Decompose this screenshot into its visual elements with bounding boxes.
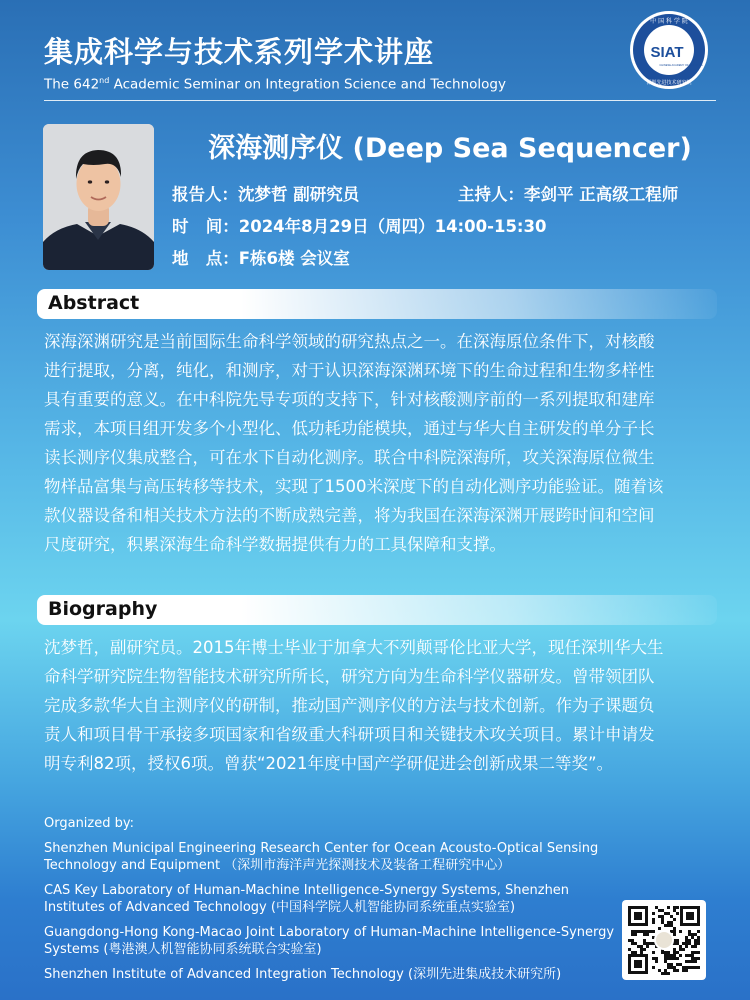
biography-text [44,633,714,778]
abstract-heading-bar [37,289,717,319]
time-line: 时 间：2024年8月29日（周四）14:00-15:30 [172,217,547,236]
organizer-item [44,924,624,958]
organizer-en: Shenzhen Municipal Engineering Research Center for Ocean Acousto-Optical Sensing Technology and Equipment [44,841,599,873]
seminar-subtitle: The 642nd Academic Seminar on Integration Science and Technology [44,76,506,93]
logo-text: SIAT [650,44,684,61]
biography-line: 责人和项目骨干承接多项国家和省级重大科研项目和关键技术攻关项目。累计申请发 [44,725,655,744]
biography-line: 命科学研究院生物智能技术研究所所长，研究方向为生命科学仪器研发。曾带领团队 [44,667,655,686]
abstract-line: 需求，本项目组开发多个小型化、低功耗功能模块，通过与华大自主研发的单分子长 [44,419,655,438]
organizer-item [44,966,624,983]
organizer-item [44,882,624,916]
organizer-en: CAS Key Laboratory of Human-Machine Intelligence-Synergy Systems, Shenzhen Institutes of Advanced Technology [44,883,570,915]
abstract-line: 具有重要的意义。在中科院先导专项的支持下，针对核酸测序前的一系列提取和建库 [44,390,655,409]
header-divider [44,100,716,101]
organizer-zh: (深圳先进集成技术研究所) [408,967,562,982]
logo-top-text: 中 国 科 学 院 [650,18,688,25]
organized-by-label: Organized by: [44,816,135,831]
abstract-text [44,327,714,559]
abstract-line: 深海深渊研究是当前国际生命科学领域的研究热点之一。在深海原位条件下，对核酸 [44,332,655,351]
organizer-en: Guangdong-Hong Kong-Macao Joint Laboratory of Human-Machine Intelligence-Synergy Systems [44,925,615,957]
abstract-line: 款仪器设备和相关技术方法的不断成熟完善，将为我国在深海深渊开展跨时间和空间 [44,506,655,525]
place-line: 地 点：F栋6楼 会议室 [172,249,350,268]
speaker-line: 报告人：沈梦哲 副研究员 [172,185,360,204]
host-line: 主持人：李剑平 正高级工程师 [458,185,679,204]
abstract-line: 物样品富集与高压转移等技术，实现了1500米深度下的自动化测序功能验证。随着该 [44,477,664,496]
abstract-line: 尺度研究，积累深海生命科学数据提供有力的工具保障和支撑。 [44,535,506,554]
biography-line: 完成多款华大自主测序仪的研制，推动国产测序仪的方法与技术创新。作为子课题负 [44,696,655,715]
abstract-line: 进行提取，分离，纯化，和测序，对于认识深海深渊环境下的生命过程和生物多样性 [44,361,655,380]
talk-title: 深海测序仪 (Deep Sea Sequencer) [208,133,692,164]
siat-logo-icon [629,10,709,90]
seminar-series-title: 集成科学与技术系列学术讲座 [44,35,435,69]
organizer-en: Shenzhen Institute of Advanced Integration Technology [44,967,404,982]
biography-line: 沈梦哲，副研究员。2015年博士毕业于加拿大不列颠哥伦比亚大学，现任深圳华大生 [44,638,664,657]
qr-code-icon[interactable] [622,900,706,980]
biography-heading-bar [37,595,717,625]
organizer-zh: (中国科学院人机智能协同系统重点实验室) [270,900,516,915]
biography-heading: Biography [48,598,158,620]
organizer-zh: （深圳市海洋声光探测技术及装备工程研究中心） [224,858,511,873]
organizer-zh: (粤港澳人机智能协同系统联合实验室) [103,942,322,957]
organizer-item [44,840,624,874]
abstract-line: 读长测序仪集成整合，可在水下自动化测序。联合中科院深海所，攻关深海原位微生 [44,448,655,467]
logo-bottom-text: 深圳先进技术研究院 [646,80,692,86]
abstract-heading: Abstract [48,292,140,314]
speaker-portrait-icon [43,124,154,270]
logo-right-text: CHINESE ACADEMY OF SCIENCES [659,64,703,67]
biography-line: 明专利82项，授权6项。曾获“2021年度中国产学研促进会创新成果二等奖”。 [44,754,614,773]
